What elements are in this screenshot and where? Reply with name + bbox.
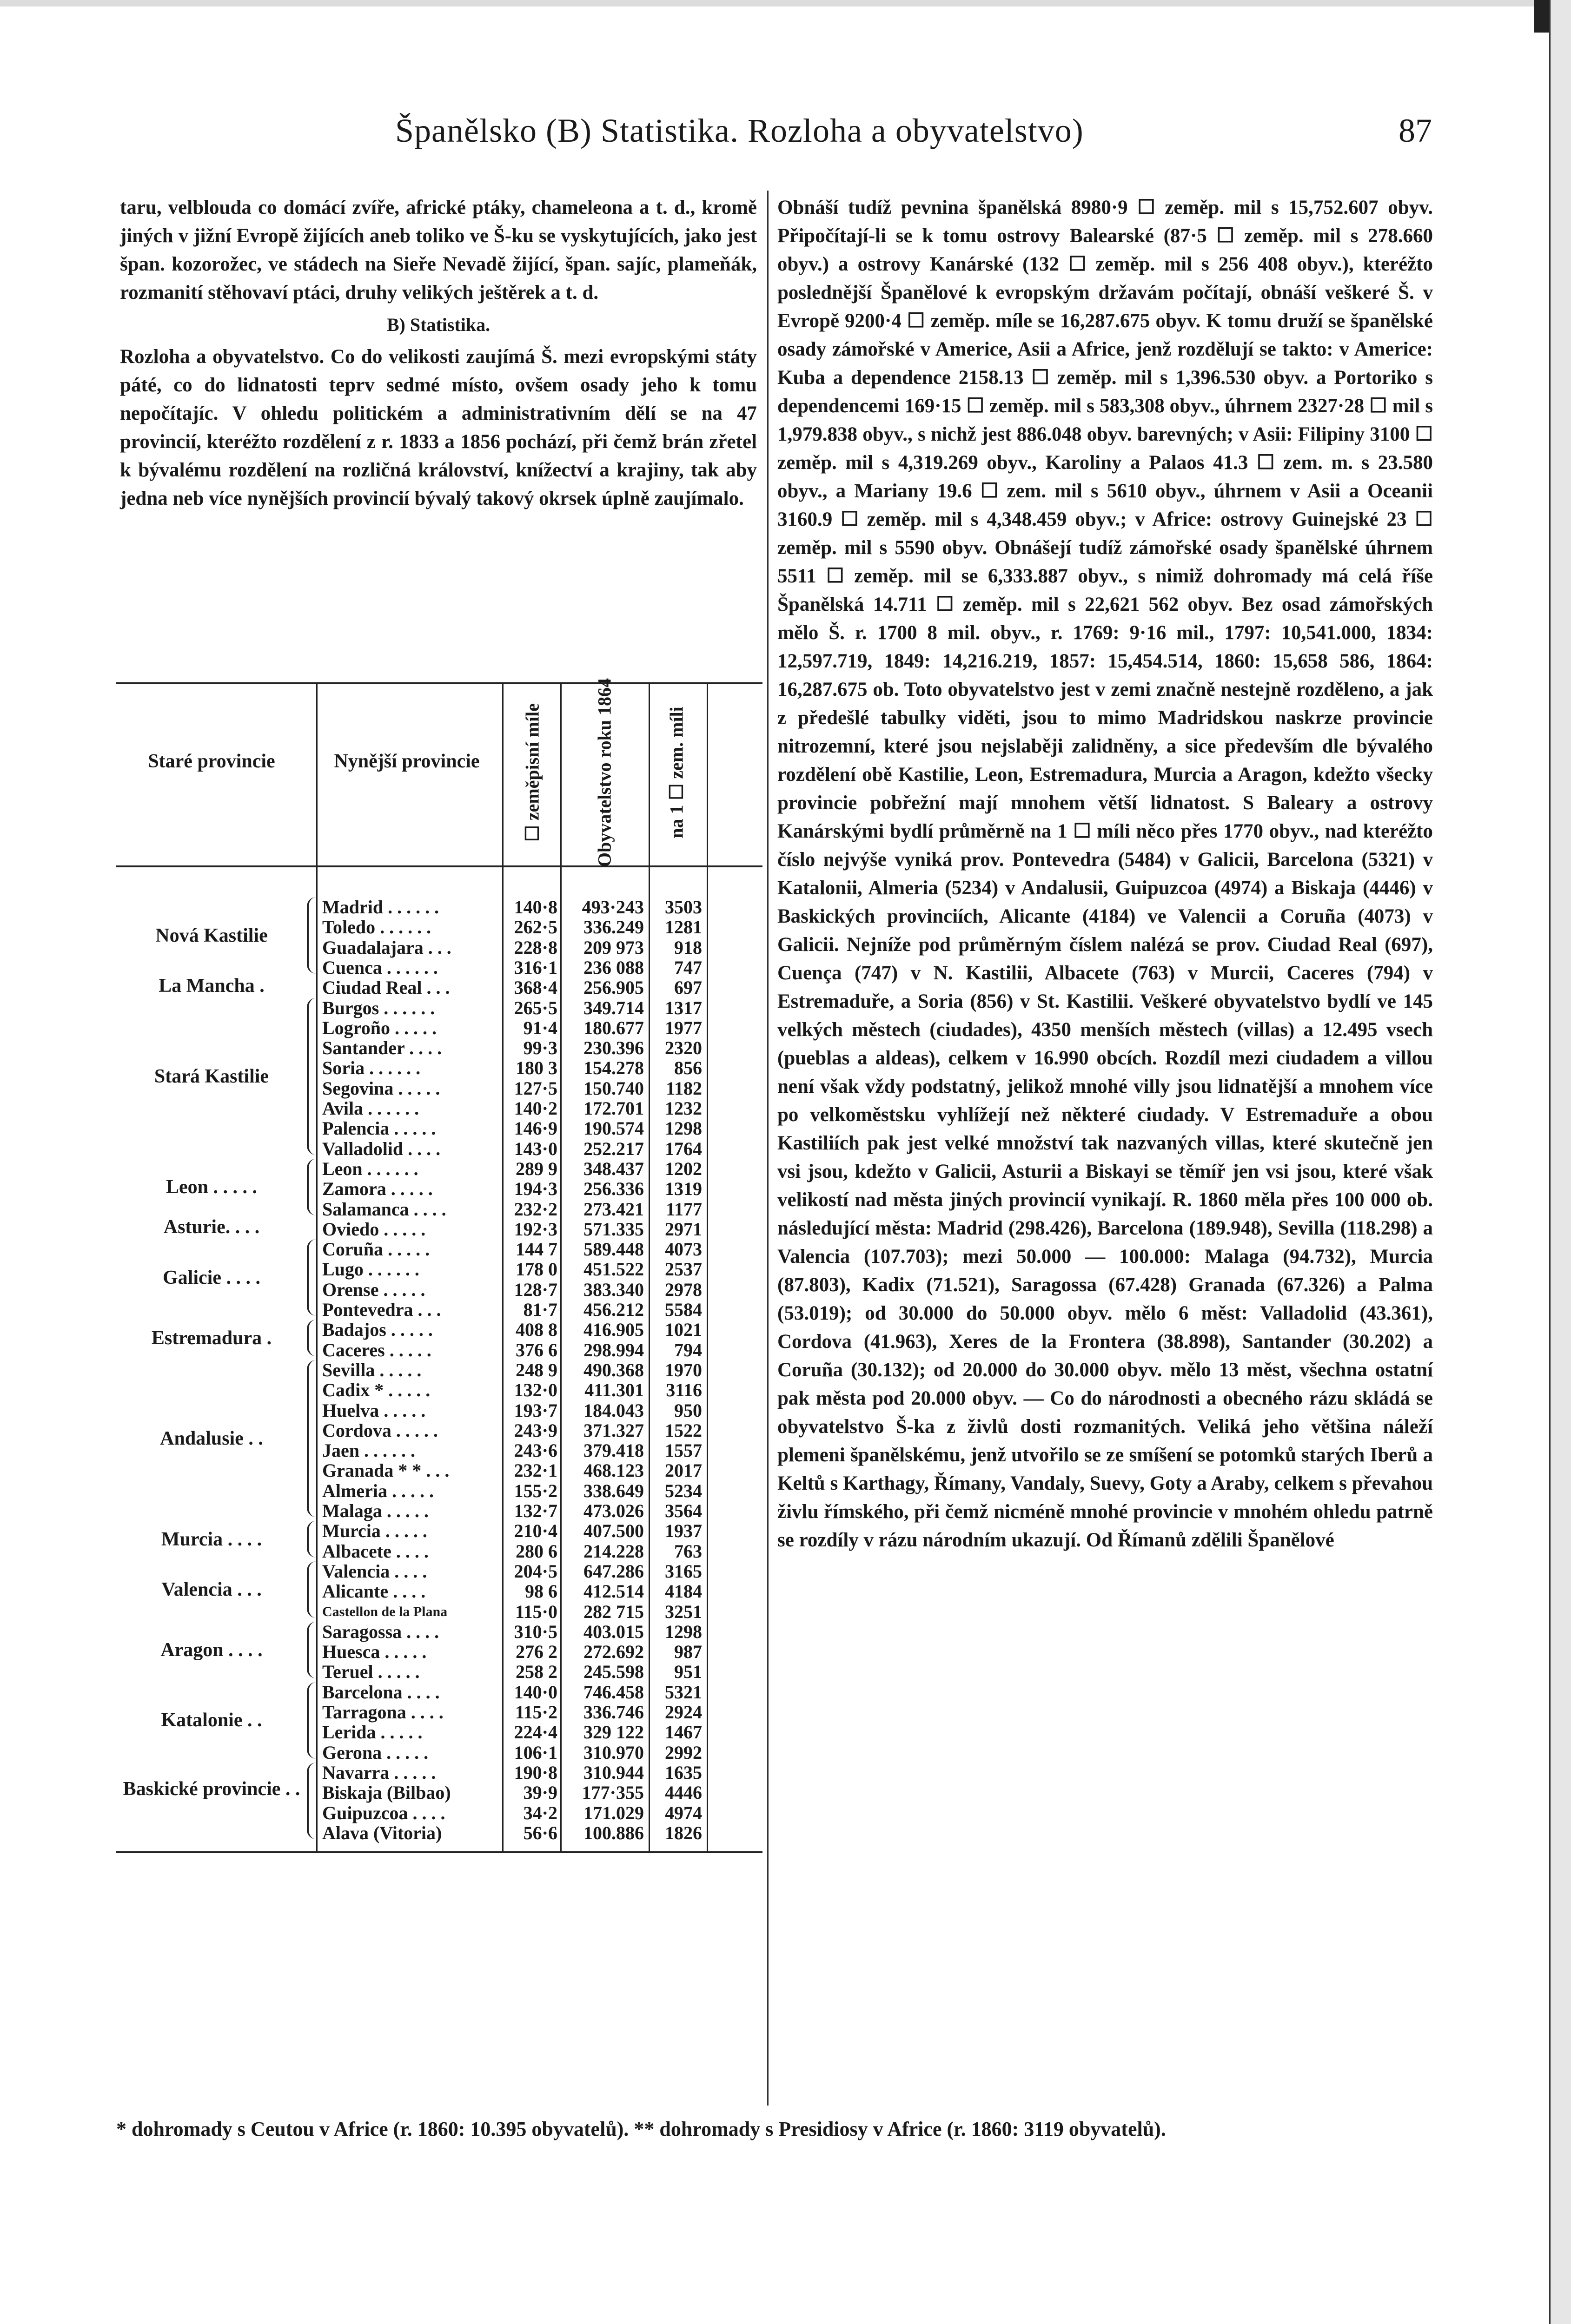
group-brace (307, 897, 321, 974)
population-value: 245.598 (583, 1661, 644, 1683)
table-row (116, 1298, 762, 1318)
population-value: 493·243 (582, 897, 644, 918)
area-value: 280 6 (516, 1540, 557, 1562)
area-value: 248 9 (516, 1359, 557, 1380)
population-value: 180.677 (583, 1017, 644, 1038)
density-value: 747 (674, 957, 702, 978)
area-value: 316·1 (514, 957, 557, 978)
density-value: 3165 (665, 1560, 702, 1582)
population-value: 230.396 (583, 1037, 644, 1059)
area-value: 265·5 (514, 997, 557, 1018)
area-value: 81·7 (523, 1299, 557, 1320)
province-name: Teruel . . . . . (322, 1661, 420, 1683)
old-province-label: Estremadura . (151, 1327, 272, 1349)
population-value: 371.327 (583, 1419, 644, 1441)
population-value: 282 715 (583, 1601, 644, 1622)
table-column-rule (560, 682, 562, 1851)
province-name: Sevilla . . . . . (322, 1359, 422, 1380)
population-value: 379.418 (583, 1440, 644, 1461)
area-value: 98 6 (525, 1581, 557, 1602)
population-value: 209 973 (583, 937, 644, 958)
population-value: 214.228 (583, 1540, 644, 1562)
density-value: 2320 (665, 1037, 702, 1059)
area-value: 178 0 (516, 1259, 557, 1280)
table-column-rule (502, 682, 504, 1851)
province-name: Caceres . . . . . (322, 1339, 431, 1360)
footnote (116, 2115, 1432, 2144)
section-heading: B) Statistika. (386, 314, 491, 335)
density-value: 3564 (665, 1500, 702, 1521)
table-bottom-rule (116, 1851, 762, 1853)
area-value: 232·2 (514, 1198, 557, 1220)
province-name: Segovina . . . . . (322, 1077, 440, 1099)
area-value: 190·8 (514, 1762, 557, 1783)
population-value: 256.336 (583, 1178, 644, 1200)
right-column (777, 193, 1433, 1554)
header-area: ☐ zeměpisní míle (522, 703, 543, 842)
area-value: 192·3 (514, 1218, 557, 1240)
province-name: Soria . . . . . . (322, 1057, 421, 1079)
area-value: 34·2 (523, 1802, 557, 1823)
density-value: 1977 (665, 1017, 702, 1038)
population-value: 647.286 (583, 1560, 644, 1582)
old-province-label: Leon . . . . . (166, 1176, 257, 1198)
area-value: 106·1 (514, 1742, 557, 1763)
area-value: 408 8 (516, 1319, 557, 1340)
density-value: 1319 (665, 1178, 702, 1200)
population-value: 171.029 (583, 1802, 644, 1823)
population-value: 329 122 (583, 1722, 644, 1743)
group-brace (307, 1622, 321, 1678)
table-column-rule (316, 682, 318, 1851)
running-header (116, 112, 1432, 163)
density-value: 794 (674, 1339, 702, 1360)
density-value: 3251 (665, 1601, 702, 1622)
population-value: 252.217 (583, 1138, 644, 1159)
population-value: 150.740 (583, 1077, 644, 1099)
table-row (116, 1499, 762, 1519)
population-value: 348.437 (583, 1158, 644, 1179)
left-column (120, 193, 757, 513)
population-value: 416.905 (583, 1319, 644, 1340)
table-row (116, 1559, 762, 1582)
group-brace (307, 1159, 321, 1215)
table-row (116, 1821, 762, 1841)
population-value: 272.692 (583, 1641, 644, 1663)
population-value: 411.301 (584, 1380, 644, 1401)
population-value: 236 088 (583, 957, 644, 978)
old-province-label: Katalonie . . (161, 1710, 262, 1731)
province-name: Pontevedra . . . (322, 1299, 441, 1320)
province-name: Murcia . . . . . (322, 1520, 427, 1542)
area-value: 144 7 (516, 1239, 557, 1260)
intro-paragraph: taru, velblouda co domácí zvíře, africké ptáky, chameleona a t. d., kromě jiných v jižní Evropě žijících aneb toliko ve Š-ku se vyskytujících, jako jest špan. kozorožec, ve stádech na Sieře Nevadě žijící, špan. sajíc, plameňák, rozmanití stěhovaví ptáci, druhy velikých ještěrek a t. d. (120, 197, 757, 304)
population-value: 100.886 (583, 1822, 644, 1843)
population-value: 310.970 (583, 1742, 644, 1763)
population-value: 336.249 (583, 917, 644, 938)
province-name: Badajos . . . . . (322, 1319, 433, 1340)
column-divider (767, 191, 769, 2106)
province-name: Avila . . . . . . (322, 1098, 419, 1119)
group-brace (307, 1320, 321, 1356)
population-value: 298.994 (583, 1339, 644, 1360)
province-name: Logroño . . . . . (322, 1017, 437, 1038)
province-name: Coruña . . . . . (322, 1239, 430, 1260)
population-value: 184.043 (583, 1400, 644, 1421)
density-value: 951 (674, 1661, 702, 1683)
page-title: Španělsko (B) Statistika. Rozloha a obyvatelstvo) (395, 112, 1084, 149)
table-column-rule (707, 682, 708, 1851)
table-row (116, 1358, 762, 1378)
header-new-provinces: Nynější provincie (334, 751, 480, 772)
province-name: Jaen . . . . . . (322, 1440, 415, 1461)
population-value: 336.746 (583, 1702, 644, 1723)
province-name: Navarra . . . . . (322, 1762, 436, 1783)
table-row (116, 1459, 762, 1479)
area-value: 132·0 (514, 1380, 557, 1401)
table-row (116, 1157, 762, 1177)
table-header (116, 678, 762, 867)
old-province-label: Stará Kastilie (154, 1065, 269, 1087)
header-old-provinces: Staré provincie (148, 751, 275, 772)
density-value: 856 (674, 1057, 702, 1079)
population-value: 338.649 (583, 1480, 644, 1501)
province-name: Alicante . . . . (322, 1581, 426, 1602)
density-value: 2017 (665, 1460, 702, 1481)
table-row (116, 1741, 762, 1761)
population-value: 473.026 (583, 1500, 644, 1521)
density-value: 1635 (665, 1762, 702, 1783)
province-name: Guadalajara . . . (322, 937, 451, 958)
area-value: 224·4 (514, 1722, 557, 1743)
province-name: Tarragona . . . . (322, 1702, 444, 1723)
population-value: 407.500 (583, 1520, 644, 1542)
table-row (116, 956, 762, 976)
page-number: 87 (1399, 112, 1432, 149)
density-value: 1298 (665, 1118, 702, 1139)
old-province-label: Valencia . . . (161, 1578, 262, 1600)
density-value: 2992 (665, 1742, 702, 1763)
area-value: 228·8 (514, 937, 557, 958)
density-value: 1937 (665, 1520, 702, 1542)
density-value: 1021 (665, 1319, 702, 1340)
area-value: 204·5 (514, 1560, 557, 1582)
area-value: 210·4 (514, 1520, 557, 1542)
area-value: 143·0 (514, 1138, 557, 1159)
province-name: Barcelona . . . . (322, 1681, 440, 1703)
province-name: Toledo . . . . . . (322, 917, 431, 938)
density-value: 763 (674, 1540, 702, 1562)
area-value: 258 2 (516, 1661, 557, 1683)
table-row (116, 1137, 762, 1157)
old-province-label: Aragon . . . . (160, 1639, 263, 1661)
table-row (116, 1620, 762, 1640)
province-name: Burgos . . . . . . (322, 997, 435, 1018)
old-province-label: La Mancha . (159, 975, 265, 997)
density-value: 4184 (665, 1581, 702, 1602)
province-name: Gerona . . . . . (322, 1742, 429, 1763)
density-value: 2924 (665, 1702, 702, 1723)
province-name: Valladolid . . . . (322, 1138, 441, 1159)
density-value: 1970 (665, 1359, 702, 1380)
area-value: 368·4 (514, 977, 557, 998)
density-value: 1467 (665, 1722, 702, 1743)
area-value: 140·0 (514, 1681, 557, 1703)
old-province-label: Asturie. . . . (163, 1216, 260, 1238)
table-row (116, 1116, 762, 1139)
table-row (116, 1399, 762, 1419)
area-value: 193·7 (514, 1400, 557, 1421)
table-row (116, 1680, 762, 1703)
right-column-text: Obnáší tudíž pevnina španělská 8980·9 ☐ zeměp. mil s 15,752.607 obyv. Připočítají-li se k tomu ostrovy Balearské (87·5 ☐ zeměp. mil s 278.660 obyv.) a ostrovy Kanárské (132 ☐ zeměp. mil s 256 408 obyv.), kteréžto poslednější Španělové k evropským državám počítají, obnáší veškeré Š. v Evropě 9200·4 ☐ zeměp. míle se 16,287.675 obyv. K tomu druží se španělské osady zámořské v Americe, Asii a Africe, jenž rozdělují se takto: v Americe: Kuba a dependence 2158.13 ☐ zeměp. mil s 1,396.530 obyv. a Portoriko s dependencemi 169·15 ☐ zeměp. mil s 583,308 obyv., úhrnem 2327·28 ☐ mil s 1,979.838 obyv., s nichž jest 886.048 obyv. barevných; v Asii: Filipiny 3100 ☐ zeměp. mil s 4,319.269 obyv., Karoliny a Palaos 41.3 ☐ zem. m. s 23.580 obyv., a Mariany 19.6 ☐ zem. mil s 5610 obyv., úhrnem v Asii a Oceanii 3160.9 ☐ zeměp. mil s 4,348.459 obyv.; v Africe: ostrovy Guinejské 23 ☐ zeměp. mil s 5590 obyv. Obnášejí tudíž zámořské osady španělské úhrnem 5511 ☐ zeměp. mil se 6,333.887 obyv., s nimiž dohromady má celá říše Španělská 14.711 ☐ zeměp. mil s 22,621 562 obyv. Bez osad zámořských mělo Š. r. 1700 8 mil. obyv., r. 1769: 9·16 mil., 1797: 10,541.000, 1834: 12,597.719, 1849: 14,216.219, 1857: 15,454.514, 1860: 15,658 586, 1864: 16,287.675 ob. Toto obyvatelstvo jest v zemi značně nestejně rozděleno, a jak z předešlé tabulky viděti, jsou to mimo Madridskou naskrze provincie nitrozemní, které jsou nejslaběji zalidněny, a sice především dle bývalého rozdělení obě Kastilie, Leon, Estremadura, Murcia a Aragon, kdežto všecky provincie pobřežní mají mnohem větší lidnatost. S Baleary a ostrovy Kanárskými bydlí průměrně na 1 ☐ míli něco přes 1770 obyv., nad kteréžto číslo nejvýše vyniká prov. Pontevedra (5484) v Galicii, Barcelona (5321) v Katalonii, Almeria (5234) v Andalusii, Guipuzcoa (4974) a Biskaja (4446) v Baskických provinciích, Alicante (4184) ve Valencii a Coruña (4073) v Galicii. Nejníže pod průměrným číslem nalézá se prov. Ciudad Real (697), Cuença (747) v N. Kastilii, Albacete (763) v Murcii, Caceres (794) v Estremaduře, a Soria (856) v St. Kastilii. Veškeré obyvatelstvo bydlí ve 145 velkých městech (ciudades), 4350 menších městech (villas) a 12.495 vsech (pueblas a aldeas), celkem v 16.990 obcích. Rozdíl mezi ciudadem a villou není však vždy podstatný, jelikož mnohé villy jsou lidnatější a mnohem více po velkoměstsku vyhlížejí než některé ciudady. V Estremaduře a obou Kastiliích pak jest velké množství tak nazvaných villas, které skutečně jen vsi jsou, kdežto v Galicii, Asturii a Biskayi se těmíř jen vsi jsou, které však velikostí nad města jiných provincií vynikají. R. 1860 měla přes 100 000 ob. následující města: Madrid (298.426), Barcelona (189.948), Sevilla (118.298) a Valencia (107.703); mezi 50.000 — 100.000: Malaga (94.732), Murcia (87.803), Kadix (71.521), Saragossa (67.428) Granada (67.326) a Palma (53.019); od 30.000 do 50.000 obyv. mělo 6 měst: Valladolid (43.361), Cordova (41.963), Xeres de la Frontera (38.898), Santander (30.202) a Coruña (30.132); od 20.000 do 30.000 obyv. mělo 13 měst, všechna ostatní pak města pod 20.000 obyv. — Co do národnosti a obecného rázu skládá se obyvatelstvo Š-ka z živlů dosti rozmanitých. Veliká jeho většina náleží plemeni španělskému, jenž utvořilo se ze smíšení se potomků starých Iberů a Keltů s Karthagy, Římany, Vandaly, Suevy, Goty a Araby, celkem s převahou živlu římského, při čemž nicméně mnohé provincie v mnohém ohledu patrně se rozdíly v rázu národním ukazují. Od Římanů zdělili Španělové (777, 197, 1433, 1551)
scan-edge-top (0, 0, 1571, 7)
province-name: Oviedo . . . . . (322, 1218, 426, 1240)
area-value: 115·2 (515, 1702, 557, 1723)
province-name: Albacete . . . . (322, 1540, 429, 1562)
province-name: Palencia . . . . . (322, 1118, 436, 1139)
density-value: 1557 (665, 1440, 702, 1461)
table-row (116, 1479, 762, 1499)
density-value: 2971 (665, 1218, 702, 1240)
province-name: Leon . . . . . . (322, 1158, 418, 1179)
area-value: 232·1 (514, 1460, 557, 1481)
density-value: 1177 (666, 1198, 702, 1220)
province-name: Cordova . . . . . (322, 1419, 438, 1441)
area-value: 289 9 (516, 1158, 557, 1179)
province-name: Malaga . . . . . (322, 1500, 429, 1521)
density-value: 2978 (665, 1279, 702, 1300)
area-value: 128·7 (514, 1279, 557, 1300)
population-value: 154.278 (583, 1057, 644, 1079)
density-value: 1826 (665, 1822, 702, 1843)
province-name: Valencia . . . . (322, 1560, 427, 1582)
province-name: Lugo . . . . . . (322, 1259, 419, 1280)
province-name: Ciudad Real . . . (322, 977, 450, 998)
province-name: Huesca . . . . . (322, 1641, 427, 1663)
old-province-label: Galicie . . . . (163, 1267, 260, 1288)
area-value: 56·6 (523, 1822, 557, 1843)
population-value: 273.421 (583, 1198, 644, 1220)
density-value: 1182 (666, 1077, 702, 1099)
population-value: 451.522 (583, 1259, 644, 1280)
population-value: 412.514 (583, 1581, 644, 1602)
old-province-label: Baskické provincie . . (123, 1778, 300, 1800)
province-name: Salamanca . . . . (322, 1198, 446, 1220)
province-name: Lerida . . . . . (322, 1722, 423, 1743)
area-population-paragraph: Rozloha a obyvatelstvo. Co do velikosti zaujímá Š. mezi evropskými státy páté, co do lidnatosti teprv sedmé místo, ovšem osady jeho k tomu nepočítajíc. V ohledu politickém a administrativním dělí se na 47 provincií, kteréžto rozdělení z r. 1833 a 1856 pochází, při čemž brán zřetel k bývalému rozdělení na rozličná království, knížectví a krajiny, tak aby jedna neb více nynějších provincií bývalý takový okrsek úplně zaujímalo. (120, 346, 757, 509)
area-value: 276 2 (516, 1641, 557, 1663)
area-value: 91·4 (523, 1017, 557, 1038)
density-value: 1298 (665, 1621, 702, 1642)
population-value: 256.905 (583, 977, 644, 998)
density-value: 3503 (665, 897, 702, 918)
area-value: 243·9 (514, 1419, 557, 1441)
area-value: 140·8 (514, 897, 557, 918)
area-value: 262·5 (514, 917, 557, 938)
table-row (116, 1237, 762, 1260)
province-name: Almeria . . . . . (322, 1480, 434, 1501)
population-value: 456.212 (583, 1299, 644, 1320)
province-name: Biskaja (Bilbao) (322, 1782, 451, 1803)
table-body (116, 867, 762, 2076)
province-name: Alava (Vitoria) (322, 1822, 442, 1843)
population-value: 468.123 (583, 1460, 644, 1481)
area-value: 127·5 (514, 1077, 557, 1099)
group-brace (307, 1561, 321, 1618)
area-value: 39·9 (523, 1782, 557, 1803)
population-value: 172.701 (583, 1098, 644, 1119)
density-value: 1764 (665, 1138, 702, 1159)
province-name: Guipuzcoa . . . . (322, 1802, 445, 1823)
population-value: 310.944 (583, 1762, 644, 1783)
group-brace (307, 1682, 321, 1759)
population-value: 383.340 (583, 1279, 644, 1300)
table-row (116, 1197, 762, 1220)
population-value: 349.714 (583, 997, 644, 1018)
area-value: 243·6 (514, 1440, 557, 1461)
population-value: 190.574 (583, 1118, 644, 1139)
density-value: 4073 (665, 1239, 702, 1260)
area-value: 155·2 (514, 1480, 557, 1501)
population-value: 177·355 (582, 1782, 644, 1803)
province-name: Huelva . . . . . (322, 1400, 426, 1421)
density-value: 2537 (665, 1259, 702, 1280)
area-value: 132·7 (514, 1500, 557, 1521)
table-column-rule (649, 682, 650, 1851)
province-name: Santander . . . . (322, 1037, 442, 1059)
table-row (116, 895, 762, 918)
province-table (116, 678, 762, 2076)
table-row (116, 1036, 762, 1059)
density-value: 1522 (665, 1419, 702, 1441)
province-name: Cadix * . . . . . (322, 1380, 431, 1401)
density-value: 1281 (665, 917, 702, 938)
province-name: Castellon de la Plana (322, 1604, 448, 1619)
table-row (116, 996, 762, 1016)
density-value: 5584 (665, 1299, 702, 1320)
table-row (116, 1016, 762, 1036)
density-value: 697 (674, 977, 702, 998)
density-value: 5234 (665, 1480, 702, 1501)
density-value: 4446 (665, 1782, 702, 1803)
province-name: Madrid . . . . . . (322, 897, 439, 918)
table-row (116, 1801, 762, 1821)
density-value: 918 (674, 937, 702, 958)
area-value: 146·9 (514, 1118, 557, 1139)
table-row (116, 1600, 762, 1620)
province-name: Orense . . . . . (322, 1279, 425, 1300)
province-name: Saragossa . . . . (322, 1621, 439, 1642)
population-value: 403.015 (583, 1621, 644, 1642)
population-value: 746.458 (583, 1681, 644, 1703)
header-density: na 1 ☐ zem. míli (666, 706, 687, 838)
group-brace (307, 1239, 321, 1316)
density-value: 1202 (665, 1158, 702, 1179)
area-value: 99·3 (523, 1037, 557, 1059)
group-brace (307, 1763, 321, 1839)
area-value: 180 3 (516, 1057, 557, 1079)
population-value: 490.368 (583, 1359, 644, 1380)
footnote-text: * dohromady s Ceutou v Africe (r. 1860: 10.395 obyvatelů). ** dohromady s Presidiosy v Africe (r. 1860: 3119 obyvatelů). (116, 2118, 1166, 2140)
density-value: 1317 (665, 997, 702, 1018)
density-value: 1232 (665, 1098, 702, 1119)
population-value: 571.335 (583, 1218, 644, 1240)
province-name: Zamora . . . . . (322, 1178, 433, 1200)
old-province-label: Nová Kastilie (155, 924, 268, 946)
header-population: Obyvatelstvo roku 1864 (594, 678, 615, 867)
table-row (116, 1660, 762, 1683)
area-value: 310·5 (514, 1621, 557, 1642)
area-value: 115·0 (515, 1601, 557, 1622)
province-name: Cuenca . . . . . . (322, 957, 438, 978)
old-province-label: Murcia . . . . (161, 1528, 262, 1550)
province-name: Granada * * . . . (322, 1460, 450, 1481)
density-value: 5321 (665, 1681, 702, 1703)
area-value: 140·2 (514, 1098, 557, 1119)
table-row (116, 1378, 762, 1401)
population-value: 589.448 (583, 1239, 644, 1260)
density-value: 4974 (665, 1802, 702, 1823)
scan-edge-right (1549, 0, 1571, 2324)
group-brace (307, 998, 321, 1155)
area-value: 194·3 (514, 1178, 557, 1200)
group-brace (307, 1360, 321, 1517)
density-value: 987 (674, 1641, 702, 1663)
old-province-label: Andalusie . . (160, 1428, 263, 1450)
area-value: 376 6 (516, 1339, 557, 1360)
table-row (116, 1096, 762, 1119)
density-value: 3116 (666, 1380, 702, 1401)
group-brace (307, 1521, 321, 1558)
density-value: 950 (674, 1400, 702, 1421)
